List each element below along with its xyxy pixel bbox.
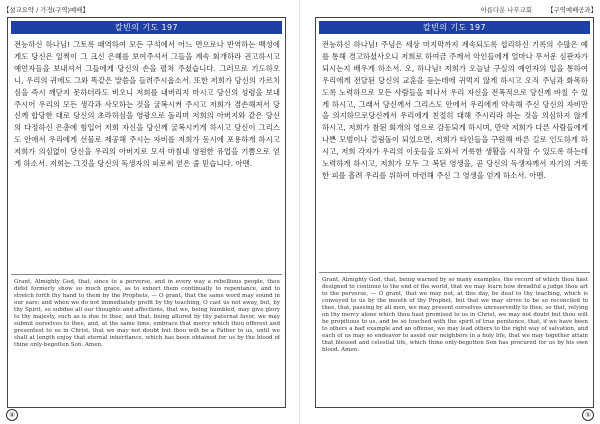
right-page xyxy=(300,0,600,424)
right-header-label: 【구역예배공과】 xyxy=(547,6,597,14)
left-divider xyxy=(11,274,282,275)
left-header-label: 【설교요약 / 가정(구역)예배】 xyxy=(3,6,89,14)
left-english-prayer: Grant, Almighty God, that, since to a perverse, and in every way a rebellious people, thou didst formerly show so much grace, as to exhort them continually to repentance, and to stretch forth thy hand to them by the Prophets, — O grant, that the same word may sound in our ears; and when we do not immediately profit by thy teaching, O cast us not away, but, by thy Spirit, so subdue all our thoughts and affections, that we, being humbled, may give glory to thy majesty, such as is due to thee, and that, being allured by thy paternal favor, we may submit ourselves to thee, and, at the same time, embrace that mercy which thou offerest and presentest to us in Christ, that we may not doubt but thou wilt be a Father to us, until we shall at length enjoy that eternal inheritance, which has been obtained for us by the blood of thine only-begotten Son. Amen. xyxy=(14,279,280,348)
right-korean-prayer: 전능하신 하나님! 주님은 세상 마지막까지 계속되도록 섭리하신 기록의 수많은 예를 통해 경고하셨사오니 저희로 하여금 주께서 악인들에게 얼마나 무서운 심판자가 되시는지 배우게 하소서. 오, 하나님! 저희가 오늘날 구실의 예언자의 입을 통하여 우리에게 전달된 당신의 교훈을 듣는데에 귀먹지 않게 하시고 오직 주님과 화목하도록 노력하므로 모든 사람들을 떠나서 우리 자신을 전폭적으로 당신께 바칠 수 있게 하시고, 그래서 당신께서 그리스도 안에서 우리에게 약속해 주신 당신의 자비만을 의지하므로당신께서 우리에게 친절히 대해 주시리라 하는 것을 의심하지 않게 하시고, 저희가 참된 회개의 영으로 감동되게 하시며, 만약 저희가 다른 사람들에게 나쁜 모범이나 걸림돌이 되었으면, 저희가 타인들을 구원해 바른 길로 인도하게 하시고, 저희 각자가 우리의 이웃들을 도와서 거룩한 생활을 시작할 수 있도록 하는데 노력하게 하시고, 저희가 모두 그 복된 영생을, 곧 당신의 독생자께서 자기의 거룩한 피를 흘려 우리를 위하여 마련해 주신 그 영생을 얻게 하소서. 아멘. xyxy=(322,40,588,180)
left-prayer-panel xyxy=(7,17,286,408)
right-prayer-panel xyxy=(315,17,594,408)
right-english-prayer: Grant, Almighty God, that, being warned by so many examples, the record of which thou hast designed to continue to the end of the world, that we may learn how dreadful a judge thou art to the perverse, — O grant, that we may not, at this day, be deaf to thy teaching, which is conveyed to us by the mouth of thy Prophet, but that we may strive to be so reconciled to thee, that, passing by all men, we may present ourselves unreservedly to thee, so that, relying on thy mercy alone which thou hast promised to us in Christ, we may not doubt but thou wilt be propitious to us, and be so touched with the spirit of true penitence, that, if we have been to others a bad example and an offense, we may lead others to the right way of salvation, and each of us may so endeavor to assist our neighbors in a holy life, that we may together attain that blessed and celestial life, which thine only-begotten Son has procured for us by his own blood. Amen. xyxy=(322,277,588,353)
right-page-number: ⑤ xyxy=(582,409,594,421)
right-divider xyxy=(319,272,590,273)
left-page-number: ④ xyxy=(6,409,18,421)
right-church-label: 아름다운 나무교회 xyxy=(480,6,532,14)
left-korean-prayer: 전능하신 하나님! 그토록 패역하여 모든 구석에서 어느 면으로나 반역하는 백성에게도 당신은 일찍이 그 크신 은혜를 보여주셔서 그들을 계속 회개하라 권고하시고 예언자들을 보내셔서 그들에게 당신의 손을 펼쳐 주셨습니다. 그러므로 기도하오니, 우리의 귀에도 그와 똑같은 말씀을 들려주시옵소서. 또한 저희가 당신의 가르치심을 즉시 깨닫지 못하더라도 비오니 저희를 내버리지 마시고 당신의 성령을 보내 주시어 우리의 모든 생각과 사모하는 것을 굴복시켜 주시고 저희가 겸손해져서 당신께 합당한 대로 당신의 초라하심을 영광으로 돌리며 저희의 아버지와 같은 당신의 다정하신 은총에 힘입어 저희 자신을 당신께 굴복시키게 하시고 당신이 그리스도 안에서 우리에게 선물로 제공해 주시는 자비를 저희가 동시에 포용하게 하시고 저희가 의심없이 당신을 우리의 아버지로 모셔 마침내 영원한 유업을 기쁨으로 얻게 하소서. 저희는 그것을 당신의 독생자의 피로써 얻은 줄 믿습니다. 아멘. xyxy=(14,40,280,169)
left-prayer-title: 칼빈의 기도 197 xyxy=(11,21,282,34)
right-prayer-title: 칼빈의 기도 197 xyxy=(319,21,590,34)
